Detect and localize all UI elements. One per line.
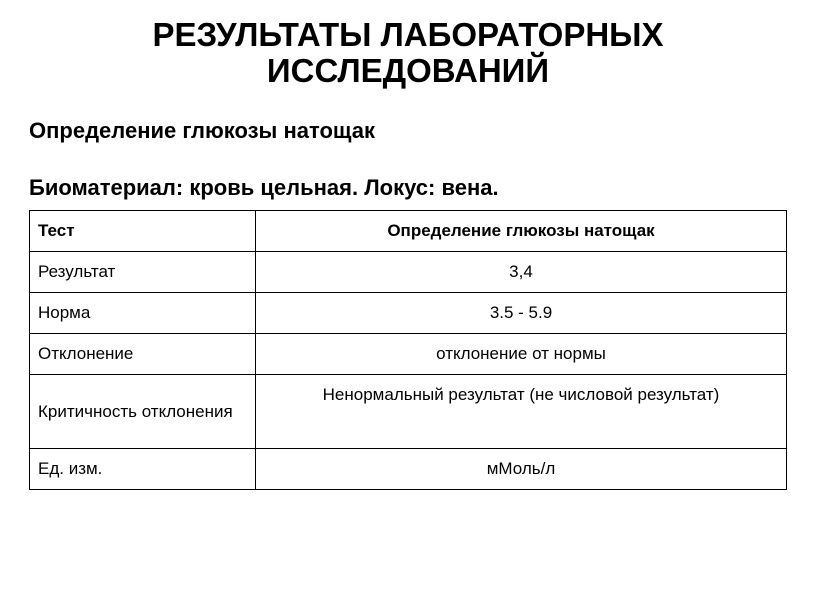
row-value: мМоль/л — [256, 449, 787, 490]
table-row-result — [30, 252, 787, 293]
table-header-row — [30, 211, 787, 252]
page-title-line-1: РЕЗУЛЬТАТЫ ЛАБОРАТОРНЫХ — [152, 16, 664, 53]
table-row-units — [30, 449, 787, 490]
row-value: 3,4 — [256, 252, 787, 293]
row-label: Отклонение — [30, 334, 256, 375]
table-row-norm — [30, 293, 787, 334]
table-row-deviation — [30, 334, 787, 375]
row-value: отклонение от нормы — [256, 334, 787, 375]
row-label: Результат — [30, 252, 256, 293]
row-value: 3.5 - 5.9 — [256, 293, 787, 334]
test-subtitle: Определение глюкозы натощак — [29, 118, 375, 143]
row-value: Ненормальный результат (не числовой результат) — [256, 375, 787, 449]
table-row-criticality — [30, 375, 787, 449]
page-title-line-2: ИССЛЕДОВАНИЙ — [266, 52, 550, 89]
results-table — [29, 210, 787, 490]
page-title — [0, 17, 816, 89]
header-test-label: Тест — [30, 211, 256, 252]
row-label: Критичность отклонения — [30, 375, 256, 449]
biomaterial-line: Биоматериал: кровь цельная. Локус: вена. — [29, 175, 499, 200]
row-label: Норма — [30, 293, 256, 334]
row-label: Ед. изм. — [30, 449, 256, 490]
header-test-name: Определение глюкозы натощак — [256, 211, 787, 252]
